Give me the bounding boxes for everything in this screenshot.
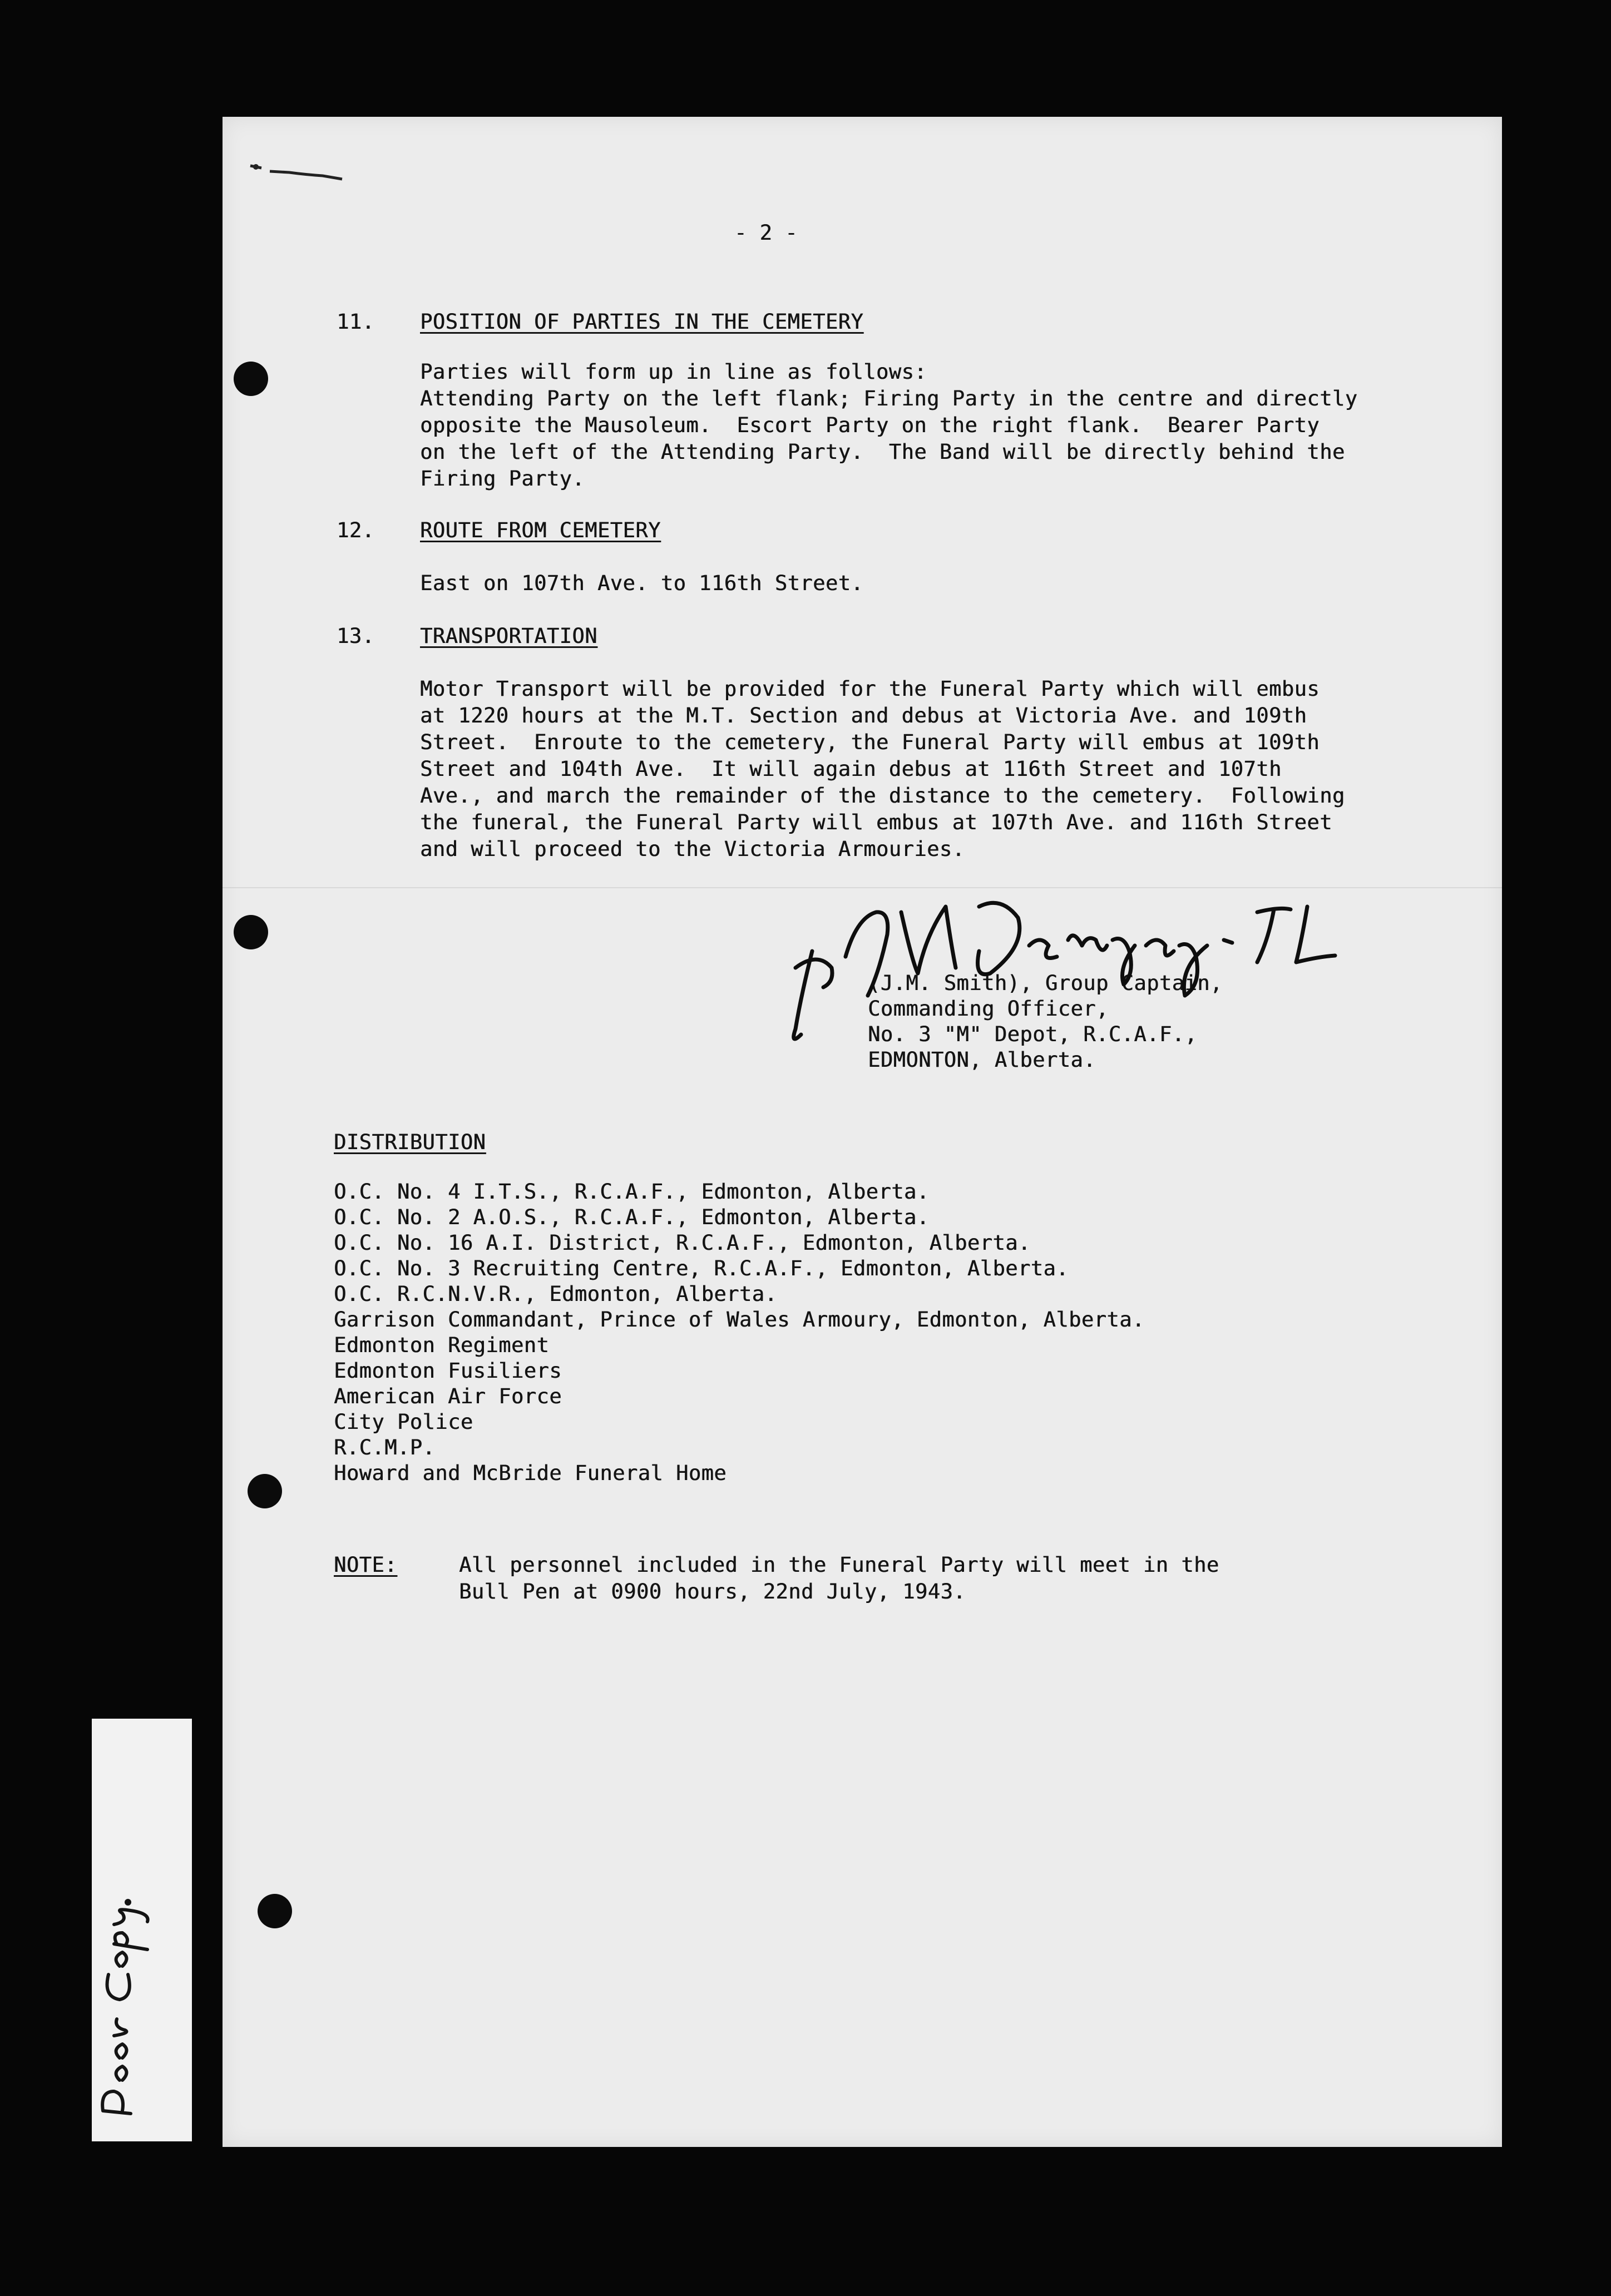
signature-line: No. 3 "M" Depot, R.C.A.F.,	[868, 1022, 1198, 1046]
signature-line: Commanding Officer,	[868, 997, 1109, 1021]
section-body-line: East on 107th Ave. to 116th Street.	[420, 571, 864, 595]
section-heading: ROUTE FROM CEMETERY	[420, 518, 661, 542]
section-body-line: Firing Party.	[420, 467, 585, 491]
punch-hole	[234, 362, 268, 396]
section-body-line: Motor Transport will be provided for the Funeral Party which will embus	[420, 677, 1320, 701]
section-body-line: Attending Party on the left flank; Firing Party in the centre and directly	[420, 387, 1358, 410]
section-body-line: and will proceed to the Victoria Armouries.	[420, 837, 965, 861]
page-number: - 2 -	[734, 221, 798, 245]
distribution-item: R.C.M.P.	[334, 1436, 436, 1459]
handwritten-signature	[779, 884, 1363, 1051]
distribution-item: Garrison Commandant, Prince of Wales Armoury, Edmonton, Alberta.	[334, 1308, 1145, 1332]
distribution-item: O.C. No. 16 A.I. District, R.C.A.F., Edmonton, Alberta.	[334, 1231, 1031, 1255]
punch-hole	[234, 915, 268, 949]
note-line: All personnel included in the Funeral Party will meet in the	[459, 1553, 1219, 1577]
section-number: 12.	[337, 518, 375, 542]
section-heading: POSITION OF PARTIES IN THE CEMETERY	[420, 310, 864, 334]
signature-line: EDMONTON, Alberta.	[868, 1048, 1096, 1072]
distribution-item: O.C. No. 3 Recruiting Centre, R.C.A.F., Edmonton, Alberta.	[334, 1256, 1069, 1280]
distribution-item: American Air Force	[334, 1384, 562, 1408]
section-intro: Parties will form up in line as follows:	[420, 360, 927, 384]
distribution-item: Howard and McBride Funeral Home	[334, 1461, 727, 1485]
section-body-line: Street and 104th Ave. It will again debus at 116th Street and 107th	[420, 757, 1282, 781]
distribution-item: City Police	[334, 1410, 473, 1434]
distribution-item: O.C. No. 2 A.O.S., R.C.A.F., Edmonton, Alberta.	[334, 1205, 930, 1229]
section-heading: TRANSPORTATION	[420, 624, 597, 648]
section-number: 11.	[337, 310, 375, 334]
section-body-line: Street. Enroute to the cemetery, the Funeral Party will embus at 109th	[420, 730, 1320, 754]
section-body-line: on the left of the Attending Party. The Band will be directly behind the	[420, 440, 1345, 464]
section-body-line: the funeral, the Funeral Party will embus at 107th Ave. and 116th Street	[420, 810, 1332, 834]
signature-line: (J.M. Smith), Group Captain,	[868, 971, 1223, 995]
poor-copy-handwriting	[92, 1719, 192, 2141]
distribution-item: Edmonton Regiment	[334, 1333, 550, 1357]
dust-mark	[245, 156, 356, 189]
distribution-item: O.C. No. 4 I.T.S., R.C.A.F., Edmonton, Alberta.	[334, 1180, 930, 1204]
section-body-line: opposite the Mausoleum. Escort Party on the right flank. Bearer Party	[420, 413, 1320, 437]
distribution-item: O.C. R.C.N.V.R., Edmonton, Alberta.	[334, 1282, 778, 1306]
poor-copy-tag	[92, 1719, 192, 2141]
section-body-line: at 1220 hours at the M.T. Section and debus at Victoria Ave. and 109th	[420, 704, 1307, 728]
note-label: NOTE:	[334, 1553, 397, 1577]
punch-hole	[258, 1894, 292, 1928]
distribution-heading: DISTRIBUTION	[334, 1130, 486, 1154]
section-number: 13.	[337, 624, 375, 648]
section-body-line: Ave., and march the remainder of the distance to the cemetery. Following	[420, 784, 1345, 808]
note-line: Bull Pen at 0900 hours, 22nd July, 1943.	[459, 1580, 966, 1604]
punch-hole	[248, 1474, 282, 1508]
distribution-item: Edmonton Fusiliers	[334, 1359, 562, 1383]
